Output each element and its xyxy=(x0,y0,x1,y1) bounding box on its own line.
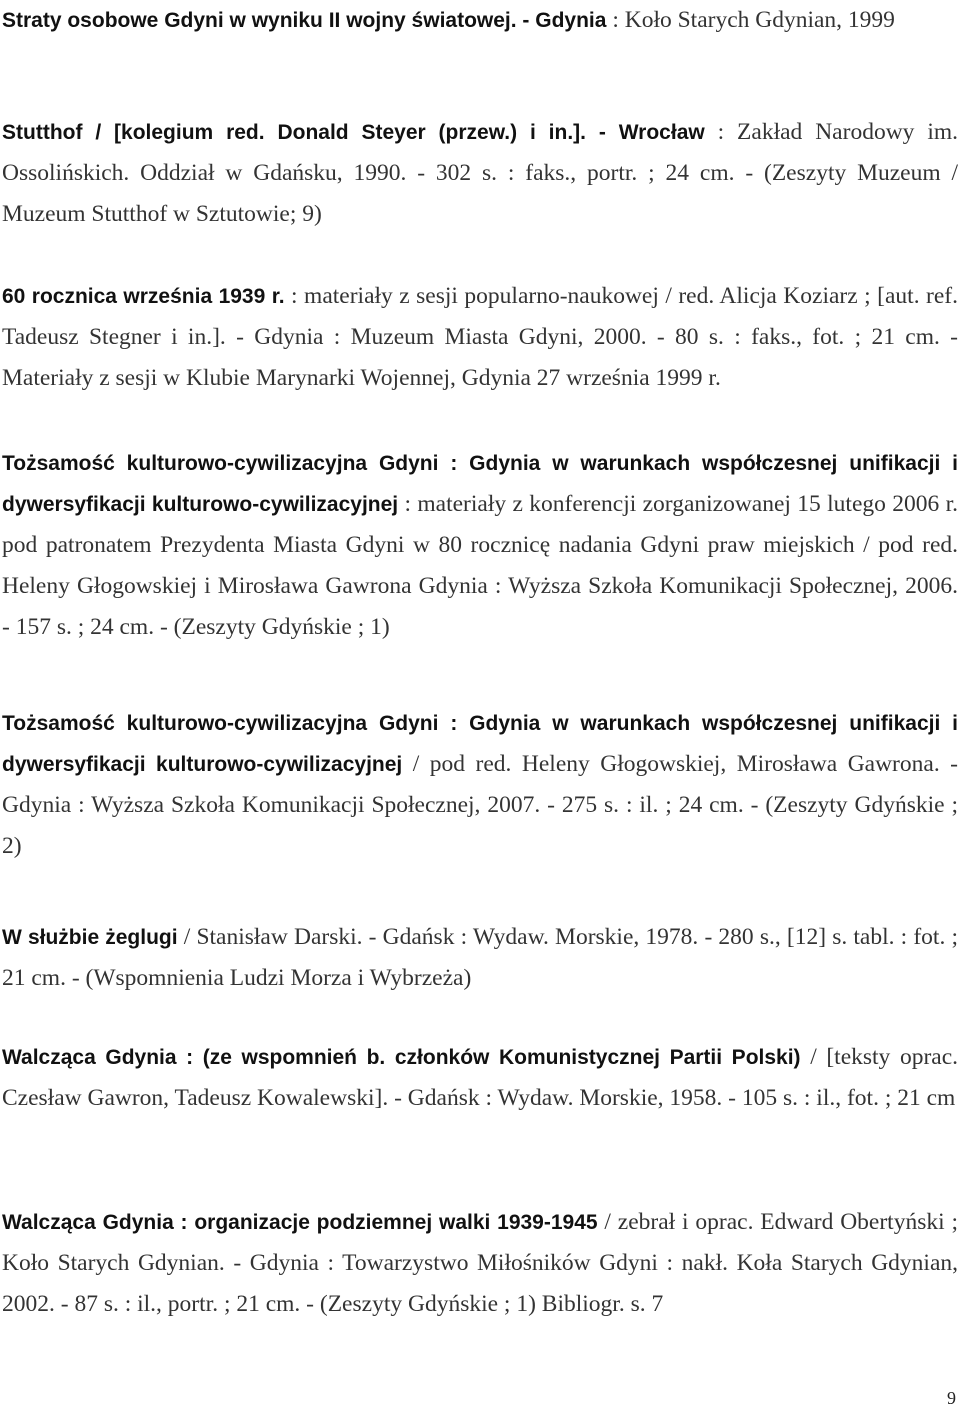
entry-title: Straty osobowe Gdyni w wyniku II wojny światowej. - Gdynia xyxy=(2,9,607,32)
entry-description: / pod red. Heleny Głogowskiej, Mirosława Gawrona. - Gdynia : Wyższa Szkoła Komunikacji Społecznej, 2007. - 275 s. : il. ; 24 cm. - (Zeszyty Gdyńskie ; 2) xyxy=(2,751,959,859)
bib-entry xyxy=(2,276,958,399)
bib-entry xyxy=(2,112,958,235)
bib-entry xyxy=(2,1037,958,1119)
entry-title: Tożsamość kulturowo-cywilizacyjna Gdyni : Gdynia w warunkach współczesnej unifikacji i dywersyfikacji kulturowo-cywilizacyjnej xyxy=(2,712,958,776)
entry-description: / Stanisław Darski. - Gdańsk : Wydaw. Morskie, 1978. - 280 s., [12] s. tabl. : fot. ; 21 cm. - (Wspomnienia Ludzi Morza i Wybrzeża) xyxy=(2,924,959,991)
entry-description: : Koło Starych Gdynian, 1999 xyxy=(612,7,895,33)
entry-title: 60 rocznica września 1939 r. xyxy=(2,285,285,308)
entry-title: Walcząca Gdynia : organizacje podziemnej walki 1939-1945 xyxy=(2,1211,598,1234)
entry-title: Tożsamość kulturowo-cywilizacyjna Gdyni : Gdynia w warunkach współczesnej unifikacji i dywersyfikacji kulturowo-cywilizacyjnej xyxy=(2,452,958,516)
bib-entry xyxy=(2,917,958,999)
bib-entry xyxy=(2,703,958,867)
entry-title: Walcząca Gdynia : (ze wspomnień b. członków Komunistycznej Partii Polski) xyxy=(2,1046,801,1069)
entry-description: : Zakład Narodowy im. Ossolińskich. Oddział w Gdańsku, 1990. - 302 s. : faks., portr. ; 24 cm. - (Zeszyty Muzeum / Muzeum Stutthof w Sztutowie; 9) xyxy=(2,119,959,227)
entry-title: Stutthof / [kolegium red. Donald Steyer (przew.) i in.]. - Wrocław xyxy=(2,121,705,144)
entry-description: / zebrał i oprac. Edward Obertyński ; Koło Starych Gdynian. - Gdynia : Towarzystwo Miłośników Gdyni : nakł. Koła Starych Gdynian, 2002. - 87 s. : il., portr. ; 21 cm. - (Zeszyty Gdyńskie ; 1) Bibliogr. s. 7 xyxy=(2,1209,959,1317)
entry-description: : materiały z sesji popularno-naukowej / red. Alicja Koziarz ; [aut. ref. Tadeusz Stegner i in.]. - Gdynia : Muzeum Miasta Gdyni, 2000. - 80 s. : faks., fot. ; 21 cm. - Materiały z sesji w Klubie Marynarki Wojennej, Gdynia 27 września 1999 r. xyxy=(2,283,958,391)
page-number: 9 xyxy=(947,1388,956,1408)
bib-entry xyxy=(2,0,958,41)
bib-entry xyxy=(2,1202,958,1325)
entry-description: : materiały z konferencji zorganizowanej 15 lutego 2006 r. pod patronatem Prezydenta Miasta Gdyni w 80 rocznicę nadania Gdyni praw miejskich / pod red. Heleny Głogowskiej i Mirosława Gawrona Gdynia : Wyższa Szkoła Komunikacji Społecznej, 2006. - 157 s. ; 24 cm. - (Zeszyty Gdyńskie ; 1) xyxy=(2,491,959,640)
bib-entry xyxy=(2,443,958,648)
entry-description: / [teksty oprac. Czesław Gawron, Tadeusz Kowalewski]. - Gdańsk : Wydaw. Morskie, 1958. - 105 s. : il., fot. ; 21 cm xyxy=(2,1044,959,1111)
entry-title: W służbie żeglugi xyxy=(2,926,178,949)
